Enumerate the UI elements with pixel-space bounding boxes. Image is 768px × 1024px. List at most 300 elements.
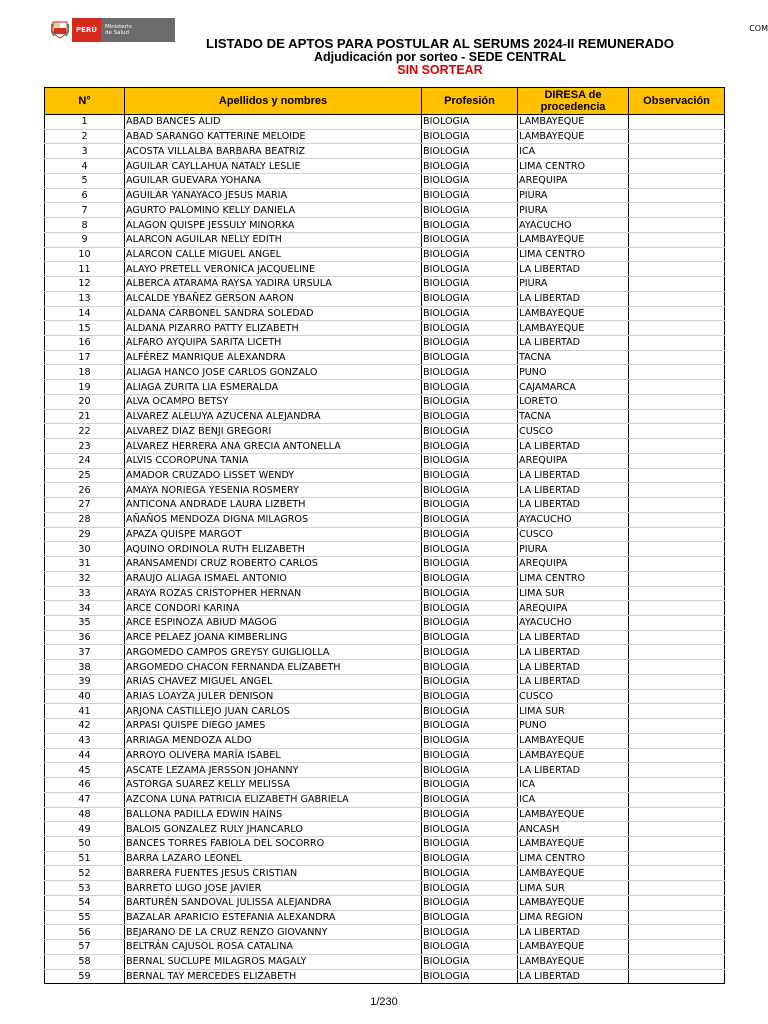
cell-number: 34	[45, 601, 125, 616]
cell-profession: BIOLOGIA	[422, 689, 518, 704]
cell-number: 52	[45, 866, 125, 881]
cell-observation	[629, 674, 725, 689]
table-row	[45, 394, 725, 409]
cell-name: ANTICONA ANDRADE LAURA LIZBETH	[125, 498, 422, 513]
cell-number: 35	[45, 615, 125, 630]
table-row	[45, 969, 725, 984]
cell-name: ALARCON AGUILAR NELLY EDITH	[125, 232, 422, 247]
cell-profession: BIOLOGIA	[422, 262, 518, 277]
cell-profession: BIOLOGIA	[422, 601, 518, 616]
cell-diresa: LAMBAYEQUE	[518, 115, 629, 130]
table-row	[45, 866, 725, 881]
cell-name: BANCES TORRES FABIOLA DEL SOCORRO	[125, 836, 422, 851]
cell-diresa: LA LIBERTAD	[518, 763, 629, 778]
cell-number: 25	[45, 468, 125, 483]
cell-profession: BIOLOGIA	[422, 321, 518, 336]
cell-profession: BIOLOGIA	[422, 881, 518, 896]
cell-name: AQUINO ORDINOLA RUTH ELIZABETH	[125, 542, 422, 557]
cell-profession: BIOLOGIA	[422, 748, 518, 763]
cell-diresa: AREQUIPA	[518, 173, 629, 188]
cell-profession: BIOLOGIA	[422, 380, 518, 395]
cell-observation	[629, 512, 725, 527]
cell-observation	[629, 895, 725, 910]
cell-profession: BIOLOGIA	[422, 115, 518, 130]
cell-number: 8	[45, 218, 125, 233]
cell-profession: BIOLOGIA	[422, 468, 518, 483]
cell-number: 55	[45, 910, 125, 925]
cell-observation	[629, 115, 725, 130]
document-subtitle: Adjudicación por sorteo - SEDE CENTRAL	[313, 50, 567, 64]
cell-number: 57	[45, 940, 125, 955]
cell-name: BARRA LAZARO LEONEL	[125, 851, 422, 866]
cell-number: 12	[45, 277, 125, 292]
cell-name: ALDANA CARBONEL SANDRA SOLEDAD	[125, 306, 422, 321]
cell-diresa: LIMA CENTRO	[518, 159, 629, 174]
table-row	[45, 424, 725, 439]
cell-number: 59	[45, 969, 125, 984]
cell-diresa: LAMBAYEQUE	[518, 232, 629, 247]
cell-name: ALCALDE YBAÑEZ GERSON AARON	[125, 291, 422, 306]
cell-profession: BIOLOGIA	[422, 336, 518, 351]
cell-number: 48	[45, 807, 125, 822]
cell-observation	[629, 748, 725, 763]
cell-profession: BIOLOGIA	[422, 409, 518, 424]
cell-diresa: TACNA	[518, 350, 629, 365]
cell-observation	[629, 940, 725, 955]
cell-profession: BIOLOGIA	[422, 660, 518, 675]
cell-number: 29	[45, 527, 125, 542]
cell-number: 43	[45, 733, 125, 748]
cell-profession: BIOLOGIA	[422, 394, 518, 409]
cell-profession: BIOLOGIA	[422, 571, 518, 586]
cell-name: ARRIAGA MENDOZA ALDO	[125, 733, 422, 748]
cell-diresa: LA LIBERTAD	[518, 291, 629, 306]
column-header-observation: Observación	[629, 88, 725, 115]
cell-profession: BIOLOGIA	[422, 542, 518, 557]
cell-observation	[629, 792, 725, 807]
cell-profession: BIOLOGIA	[422, 129, 518, 144]
table-row	[45, 247, 725, 262]
cell-observation	[629, 954, 725, 969]
cell-profession: BIOLOGIA	[422, 895, 518, 910]
cell-name: ALDANA PIZARRO PATTY ELIZABETH	[125, 321, 422, 336]
table-row	[45, 748, 725, 763]
cell-observation	[629, 969, 725, 984]
table-row	[45, 881, 725, 896]
table-row	[45, 453, 725, 468]
table-row	[45, 660, 725, 675]
cell-diresa: AREQUIPA	[518, 453, 629, 468]
cell-observation	[629, 689, 725, 704]
corner-cut-text: COM	[749, 24, 768, 33]
cell-diresa: AYACUCHO	[518, 512, 629, 527]
cell-diresa: LIMA SUR	[518, 704, 629, 719]
cell-name: ALVIS CCOROPUNA TANIA	[125, 453, 422, 468]
cell-diresa: ICA	[518, 778, 629, 793]
cell-name: ALFÉREZ MANRIQUE ALEXANDRA	[125, 350, 422, 365]
cell-name: ABAD SARANGO KATTERINE MELOIDE	[125, 129, 422, 144]
applicants-table	[44, 87, 725, 984]
table-row	[45, 954, 725, 969]
cell-diresa: LAMBAYEQUE	[518, 940, 629, 955]
column-header-number: N°	[45, 88, 125, 115]
table-row	[45, 674, 725, 689]
cell-number: 40	[45, 689, 125, 704]
cell-profession: BIOLOGIA	[422, 350, 518, 365]
cell-number: 50	[45, 836, 125, 851]
cell-name: AGUILAR GUEVARA YOHANA	[125, 173, 422, 188]
cell-number: 17	[45, 350, 125, 365]
cell-observation	[629, 601, 725, 616]
cell-observation	[629, 291, 725, 306]
cell-profession: BIOLOGIA	[422, 836, 518, 851]
cell-number: 53	[45, 881, 125, 896]
cell-diresa: LIMA CENTRO	[518, 571, 629, 586]
table-row	[45, 498, 725, 513]
status-label: SIN SORTEAR	[397, 63, 483, 77]
cell-name: ASTORGA SUAREZ KELLY MELISSA	[125, 778, 422, 793]
cell-number: 37	[45, 645, 125, 660]
cell-diresa: PUNO	[518, 365, 629, 380]
cell-name: ARROYO OLIVERA MARÍA ISABEL	[125, 748, 422, 763]
cell-observation	[629, 336, 725, 351]
cell-diresa: LIMA SUR	[518, 881, 629, 896]
cell-number: 3	[45, 144, 125, 159]
cell-observation	[629, 557, 725, 572]
cell-profession: BIOLOGIA	[422, 630, 518, 645]
cell-observation	[629, 630, 725, 645]
table-row	[45, 557, 725, 572]
cell-number: 56	[45, 925, 125, 940]
cell-number: 14	[45, 306, 125, 321]
cell-profession: BIOLOGIA	[422, 763, 518, 778]
cell-diresa: ANCASH	[518, 822, 629, 837]
cell-observation	[629, 910, 725, 925]
cell-diresa: LA LIBERTAD	[518, 925, 629, 940]
cell-number: 46	[45, 778, 125, 793]
cell-profession: BIOLOGIA	[422, 453, 518, 468]
cell-name: BEJARANO DE LA CRUZ RENZO GIOVANNY	[125, 925, 422, 940]
cell-observation	[629, 586, 725, 601]
table-row	[45, 704, 725, 719]
table-row	[45, 630, 725, 645]
cell-diresa: AYACUCHO	[518, 615, 629, 630]
cell-observation	[629, 380, 725, 395]
cell-diresa: LA LIBERTAD	[518, 645, 629, 660]
cell-name: ACOSTA VILLALBA BARBARA BEATRIZ	[125, 144, 422, 159]
table-row	[45, 232, 725, 247]
cell-number: 28	[45, 512, 125, 527]
cell-number: 30	[45, 542, 125, 557]
table-row	[45, 542, 725, 557]
cell-profession: BIOLOGIA	[422, 277, 518, 292]
cell-number: 15	[45, 321, 125, 336]
cell-profession: BIOLOGIA	[422, 439, 518, 454]
table-row	[45, 468, 725, 483]
cell-number: 58	[45, 954, 125, 969]
cell-profession: BIOLOGIA	[422, 822, 518, 837]
table-row	[45, 336, 725, 351]
cell-number: 2	[45, 129, 125, 144]
cell-profession: BIOLOGIA	[422, 291, 518, 306]
cell-diresa: LA LIBERTAD	[518, 483, 629, 498]
cell-number: 6	[45, 188, 125, 203]
cell-name: APAZA QUISPE MARGOT	[125, 527, 422, 542]
cell-observation	[629, 453, 725, 468]
table-row	[45, 527, 725, 542]
cell-name: ALIAGA HANCO JOSE CARLOS GONZALO	[125, 365, 422, 380]
cell-diresa: LA LIBERTAD	[518, 660, 629, 675]
cell-name: BERNAL TAY MERCEDES ELIZABETH	[125, 969, 422, 984]
cell-profession: BIOLOGIA	[422, 704, 518, 719]
cell-number: 38	[45, 660, 125, 675]
cell-number: 24	[45, 453, 125, 468]
cell-profession: BIOLOGIA	[422, 557, 518, 572]
cell-number: 5	[45, 173, 125, 188]
cell-profession: BIOLOGIA	[422, 159, 518, 174]
cell-number: 27	[45, 498, 125, 513]
cell-diresa: CUSCO	[518, 527, 629, 542]
cell-number: 49	[45, 822, 125, 837]
cell-observation	[629, 394, 725, 409]
cell-number: 32	[45, 571, 125, 586]
table-row	[45, 615, 725, 630]
table-row	[45, 792, 725, 807]
cell-name: ARGOMEDO CHACON FERNANDA ELIZABETH	[125, 660, 422, 675]
cell-name: ARAYA ROZAS CRISTOPHER HERNAN	[125, 586, 422, 601]
table-row	[45, 115, 725, 130]
cell-diresa: AREQUIPA	[518, 601, 629, 616]
cell-name: ARPASI QUISPE DIEGO JAMES	[125, 719, 422, 734]
cell-profession: BIOLOGIA	[422, 733, 518, 748]
table-row	[45, 483, 725, 498]
cell-diresa: LAMBAYEQUE	[518, 306, 629, 321]
cell-profession: BIOLOGIA	[422, 498, 518, 513]
cell-observation	[629, 129, 725, 144]
cell-diresa: LA LIBERTAD	[518, 336, 629, 351]
cell-number: 33	[45, 586, 125, 601]
table-row	[45, 719, 725, 734]
cell-diresa: PIURA	[518, 542, 629, 557]
table-row	[45, 586, 725, 601]
cell-observation	[629, 763, 725, 778]
cell-name: BARRERA FUENTES JESUS CRISTIAN	[125, 866, 422, 881]
cell-diresa: ICA	[518, 792, 629, 807]
cell-number: 36	[45, 630, 125, 645]
table-row	[45, 188, 725, 203]
cell-name: ARCE ESPINOZA ABIUD MAGOG	[125, 615, 422, 630]
table-row	[45, 218, 725, 233]
cell-diresa: LAMBAYEQUE	[518, 733, 629, 748]
table-row	[45, 851, 725, 866]
cell-observation	[629, 719, 725, 734]
cell-number: 54	[45, 895, 125, 910]
cell-observation	[629, 159, 725, 174]
cell-observation	[629, 188, 725, 203]
cell-name: ALVAREZ HERRERA ANA GRECIA ANTONELLA	[125, 439, 422, 454]
cell-name: ARAUJO ALIAGA ISMAEL ANTONIO	[125, 571, 422, 586]
cell-name: ALAYO PRETELL VERONICA JACQUELINE	[125, 262, 422, 277]
cell-diresa: LAMBAYEQUE	[518, 807, 629, 822]
cell-number: 51	[45, 851, 125, 866]
table-row	[45, 822, 725, 837]
cell-observation	[629, 645, 725, 660]
cell-diresa: LORETO	[518, 394, 629, 409]
cell-name: BALOIS GONZALEZ RULY JHANCARLO	[125, 822, 422, 837]
cell-observation	[629, 218, 725, 233]
document-title: LISTADO DE APTOS PARA POSTULAR AL SERUMS 2024-II REMUNERADO	[206, 36, 674, 51]
cell-profession: BIOLOGIA	[422, 306, 518, 321]
cell-number: 7	[45, 203, 125, 218]
cell-profession: BIOLOGIA	[422, 645, 518, 660]
cell-name: ARIAS CHAVEZ MIGUEL ANGEL	[125, 674, 422, 689]
cell-number: 13	[45, 291, 125, 306]
cell-diresa: PIURA	[518, 188, 629, 203]
column-header-profession: Profesión	[422, 88, 518, 115]
cell-number: 23	[45, 439, 125, 454]
cell-observation	[629, 527, 725, 542]
cell-number: 20	[45, 394, 125, 409]
cell-observation	[629, 439, 725, 454]
table-row	[45, 925, 725, 940]
cell-name: BAZALAR APARICIO ESTEFANIA ALEXANDRA	[125, 910, 422, 925]
cell-name: ARCE CONDORI KARINA	[125, 601, 422, 616]
cell-name: AGUILAR CAYLLAHUA NATALY LESLIE	[125, 159, 422, 174]
table-row	[45, 321, 725, 336]
cell-diresa: PUNO	[518, 719, 629, 734]
table-row	[45, 778, 725, 793]
cell-name: BALLONA PADILLA EDWIN HAINS	[125, 807, 422, 822]
table-row	[45, 277, 725, 292]
cell-profession: BIOLOGIA	[422, 365, 518, 380]
cell-diresa: LIMA SUR	[518, 586, 629, 601]
cell-observation	[629, 350, 725, 365]
table-row	[45, 512, 725, 527]
cell-diresa: LA LIBERTAD	[518, 674, 629, 689]
table-row	[45, 203, 725, 218]
cell-observation	[629, 321, 725, 336]
cell-name: ALBERCA ATARAMA RAYSA YADIRA URSULA	[125, 277, 422, 292]
cell-number: 42	[45, 719, 125, 734]
cell-observation	[629, 704, 725, 719]
cell-diresa: LA LIBERTAD	[518, 262, 629, 277]
cell-profession: BIOLOGIA	[422, 778, 518, 793]
cell-observation	[629, 409, 725, 424]
cell-profession: BIOLOGIA	[422, 925, 518, 940]
cell-name: ALAGON QUISPE JESSULY MINORKA	[125, 218, 422, 233]
cell-number: 16	[45, 336, 125, 351]
cell-number: 19	[45, 380, 125, 395]
cell-profession: BIOLOGIA	[422, 969, 518, 984]
cell-observation	[629, 733, 725, 748]
cell-name: ARIAS LOAYZA JULER DENISON	[125, 689, 422, 704]
cell-diresa: LA LIBERTAD	[518, 498, 629, 513]
cell-profession: BIOLOGIA	[422, 954, 518, 969]
cell-diresa: PIURA	[518, 203, 629, 218]
cell-observation	[629, 851, 725, 866]
cell-profession: BIOLOGIA	[422, 807, 518, 822]
cell-name: BARTURÉN SANDOVAL JULISSA ALEJANDRA	[125, 895, 422, 910]
cell-diresa: LA LIBERTAD	[518, 630, 629, 645]
cell-diresa: LAMBAYEQUE	[518, 129, 629, 144]
cell-observation	[629, 822, 725, 837]
cell-diresa: LIMA CENTRO	[518, 851, 629, 866]
cell-name: ALVAREZ DIAZ BENJI GREGORI	[125, 424, 422, 439]
cell-profession: BIOLOGIA	[422, 483, 518, 498]
cell-observation	[629, 778, 725, 793]
cell-diresa: LIMA CENTRO	[518, 247, 629, 262]
cell-name: ARCE PELAEZ JOANA KIMBERLING	[125, 630, 422, 645]
cell-diresa: AREQUIPA	[518, 557, 629, 572]
cell-profession: BIOLOGIA	[422, 173, 518, 188]
table-row	[45, 439, 725, 454]
cell-name: ARANSAMENDI CRUZ ROBERTO CARLOS	[125, 557, 422, 572]
cell-diresa: CAJAMARCA	[518, 380, 629, 395]
cell-profession: BIOLOGIA	[422, 512, 518, 527]
cell-observation	[629, 571, 725, 586]
cell-observation	[629, 365, 725, 380]
cell-name: AGURTO PALOMINO KELLY DANIELA	[125, 203, 422, 218]
cell-name: ALVAREZ ALELUYA AZUCENA ALEJANDRA	[125, 409, 422, 424]
cell-profession: BIOLOGIA	[422, 719, 518, 734]
table-row	[45, 365, 725, 380]
cell-observation	[629, 262, 725, 277]
table-row	[45, 733, 725, 748]
cell-diresa: LA LIBERTAD	[518, 468, 629, 483]
cell-profession: BIOLOGIA	[422, 792, 518, 807]
cell-number: 4	[45, 159, 125, 174]
cell-number: 31	[45, 557, 125, 572]
cell-observation	[629, 247, 725, 262]
cell-profession: BIOLOGIA	[422, 910, 518, 925]
cell-diresa: PIURA	[518, 277, 629, 292]
table-body	[45, 115, 725, 984]
cell-name: ALIAGA ZURITA LIA ESMERALDA	[125, 380, 422, 395]
table-row	[45, 262, 725, 277]
cell-diresa: CUSCO	[518, 689, 629, 704]
cell-name: BELTRÁN CAJUSOL ROSA CATALINA	[125, 940, 422, 955]
cell-observation	[629, 660, 725, 675]
table-row	[45, 173, 725, 188]
cell-observation	[629, 144, 725, 159]
cell-diresa: LA LIBERTAD	[518, 969, 629, 984]
cell-name: AÑAÑOS MENDOZA DIGNA MILAGROS	[125, 512, 422, 527]
cell-number: 47	[45, 792, 125, 807]
cell-observation	[629, 424, 725, 439]
cell-diresa: LAMBAYEQUE	[518, 748, 629, 763]
cell-profession: BIOLOGIA	[422, 232, 518, 247]
cell-profession: BIOLOGIA	[422, 866, 518, 881]
cell-profession: BIOLOGIA	[422, 674, 518, 689]
cell-diresa: LAMBAYEQUE	[518, 836, 629, 851]
cell-diresa: LAMBAYEQUE	[518, 895, 629, 910]
cell-observation	[629, 468, 725, 483]
cell-number: 22	[45, 424, 125, 439]
cell-profession: BIOLOGIA	[422, 615, 518, 630]
cell-observation	[629, 542, 725, 557]
table-row	[45, 129, 725, 144]
cell-observation	[629, 881, 725, 896]
table-row	[45, 350, 725, 365]
table-row	[45, 291, 725, 306]
cell-diresa: ICA	[518, 144, 629, 159]
cell-observation	[629, 836, 725, 851]
cell-observation	[629, 203, 725, 218]
logo-ministry-line2: de Salud	[105, 30, 129, 36]
table-row	[45, 940, 725, 955]
cell-name: ALARCON CALLE MIGUEL ANGEL	[125, 247, 422, 262]
table-row	[45, 689, 725, 704]
